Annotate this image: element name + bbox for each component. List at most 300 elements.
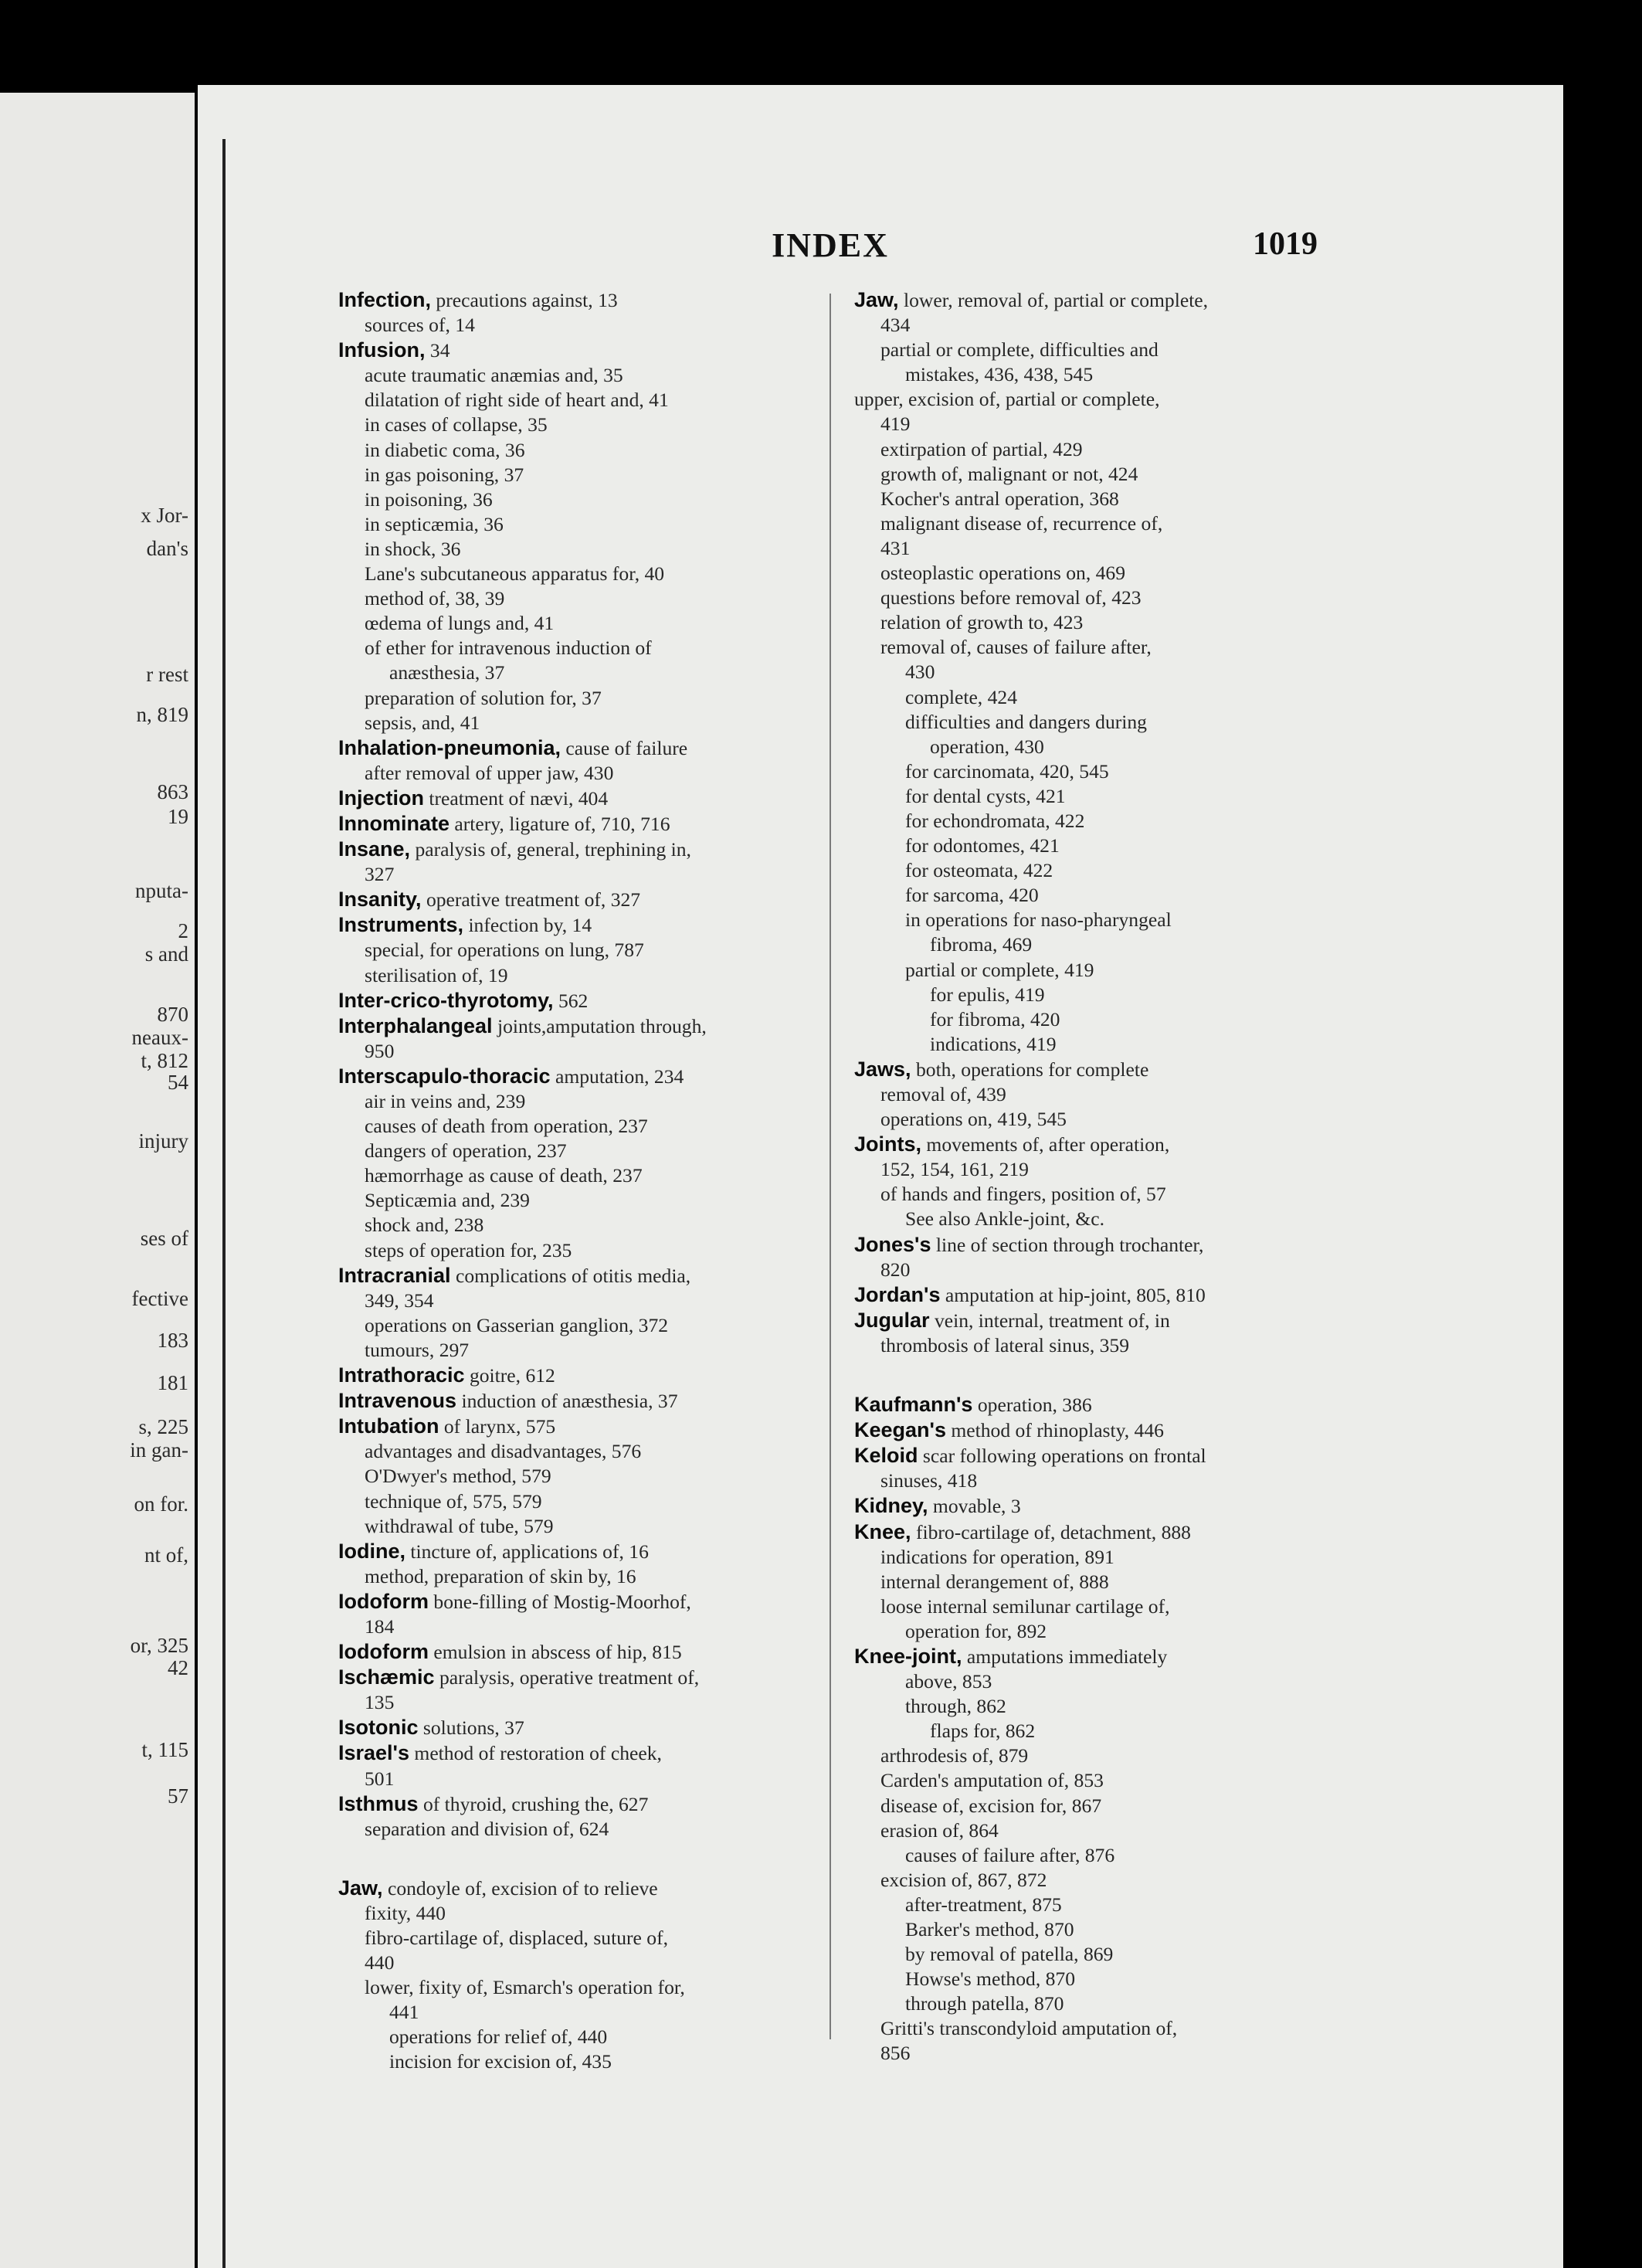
index-subentry <box>338 463 829 487</box>
index-heading-entry <box>338 1414 829 1439</box>
index-column-left <box>338 287 829 2075</box>
index-entry-text: sources of, 14 <box>365 314 475 337</box>
index-entry-text: in diabetic coma, 36 <box>365 438 525 461</box>
index-heading: Instruments, <box>338 913 464 937</box>
facing-page-text-fragment: 57 <box>168 1784 188 1808</box>
index-entry-text: shock and, 238 <box>365 1214 484 1237</box>
index-entry-text: osteoplastic operations on, 469 <box>880 562 1126 585</box>
facing-page-text-fragment: in gan- <box>130 1438 188 1462</box>
index-subentry <box>338 313 829 338</box>
index-heading: Iodine, <box>338 1539 405 1563</box>
index-entry-text: movements of, after operation, <box>926 1133 1170 1156</box>
facing-page-text-fragment: 54 <box>168 1071 188 1094</box>
index-subentry <box>338 413 829 437</box>
index-entry-text: in septicæmia, 36 <box>365 512 504 535</box>
index-entry-text: removal of, 439 <box>880 1083 1006 1105</box>
index-subentry <box>854 1207 1352 1231</box>
index-subentry <box>854 1669 1352 1694</box>
index-subentry <box>854 1868 1352 1893</box>
index-entry-text: growth of, malignant or not, 424 <box>880 462 1138 485</box>
index-subentry <box>338 611 829 636</box>
index-subentry <box>854 338 1352 362</box>
index-subentry <box>338 1139 829 1163</box>
index-heading-entry <box>338 1791 829 1817</box>
index-entry-text: questions before removal of, 423 <box>880 586 1142 609</box>
index-heading: Infection, <box>338 288 431 311</box>
facing-page-text-fragment: t, 812 <box>141 1049 188 1072</box>
index-subentry <box>338 1089 829 1114</box>
index-subentry <box>338 938 829 963</box>
index-subentry <box>854 784 1352 809</box>
index-entry-text: of larynx, 575 <box>443 1415 556 1438</box>
index-entry-text: of thyroid, crushing the, 627 <box>422 1792 649 1815</box>
index-subentry <box>854 536 1352 561</box>
index-entry-text: emulsion in abscess of hip, 815 <box>433 1641 682 1664</box>
facing-page-text-fragment: injury <box>138 1129 188 1153</box>
index-entry-text: treatment of nævi, 404 <box>429 786 609 810</box>
index-entry-text: in poisoning, 36 <box>365 487 493 511</box>
column-divider <box>829 294 831 2039</box>
index-subentry <box>338 1188 829 1213</box>
index-subentry <box>854 1743 1352 1768</box>
index-subentry <box>338 1338 829 1363</box>
index-heading-entry <box>338 1013 829 1039</box>
index-entry-text: cause of failure <box>565 736 688 759</box>
index-heading: Keloid <box>854 1444 918 1468</box>
index-subentry <box>338 1614 829 1639</box>
index-subentry <box>854 1619 1352 1644</box>
index-entry-text: 950 <box>365 1039 395 1062</box>
index-subentry <box>854 932 1352 957</box>
index-heading-entry <box>338 912 829 938</box>
index-entry-text: movable, 3 <box>932 1495 1021 1518</box>
index-subentry <box>854 908 1352 932</box>
index-heading-entry <box>338 988 829 1013</box>
facing-page-text-fragment: 42 <box>168 1656 188 1679</box>
index-entry-text: fixity, 440 <box>365 1901 446 1924</box>
index-heading: Jaw, <box>854 288 899 311</box>
index-entry-text: arthrodesis of, 879 <box>880 1744 1029 1767</box>
index-heading: Iodoform <box>338 1589 429 1613</box>
index-subentry <box>854 1258 1352 1282</box>
index-subentry <box>854 1694 1352 1719</box>
index-subentry <box>854 561 1352 586</box>
index-subentry <box>338 537 829 562</box>
index-subentry <box>854 2041 1352 2066</box>
index-entry-text: 34 <box>429 339 450 362</box>
index-entry-text: through, 862 <box>905 1695 1006 1718</box>
index-subentry <box>854 1818 1352 1843</box>
index-entry-text: in gas poisoning, 37 <box>365 463 524 486</box>
index-entry-text: through patella, 870 <box>905 1992 1064 2015</box>
index-entry-text: anæsthesia, 37 <box>389 661 505 684</box>
index-heading-entry <box>338 837 829 862</box>
index-column-right <box>854 287 1352 2066</box>
index-heading-entry <box>854 1282 1352 1308</box>
index-entry-text: sepsis, and, 41 <box>365 711 480 734</box>
index-heading-entry <box>338 811 829 837</box>
index-entry-text: infection by, 14 <box>468 914 592 937</box>
index-entry-text: solutions, 37 <box>422 1716 524 1740</box>
index-subentry <box>854 1545 1352 1570</box>
index-heading-entry <box>854 1493 1352 1519</box>
index-entry-text: Gritti's transcondyloid amputation of, <box>880 2017 1178 2040</box>
index-subentry <box>338 2049 829 2074</box>
index-entry-text: 440 <box>365 1951 395 1974</box>
index-subentry <box>338 636 829 660</box>
index-subentry <box>338 1817 829 1842</box>
index-entry-text: operation, 430 <box>930 735 1044 758</box>
index-entry-text: artery, ligature of, 710, 716 <box>454 812 670 835</box>
index-heading: Iodoform <box>338 1640 429 1664</box>
index-entry-text: 431 <box>880 536 911 559</box>
facing-page-text-fragment: 181 <box>157 1371 188 1394</box>
index-subentry <box>854 313 1352 338</box>
index-subentry <box>854 1107 1352 1132</box>
index-entry-text: operation for, 892 <box>905 1619 1047 1642</box>
index-entry-text: tincture of, applications of, 16 <box>410 1540 649 1563</box>
index-subentry <box>338 1114 829 1139</box>
index-entry-text: Kocher's antral operation, 368 <box>880 487 1119 510</box>
index-entry-text: after removal of upper jaw, 430 <box>365 761 614 784</box>
index-entry-text: O'Dwyer's method, 579 <box>365 1465 551 1488</box>
index-heading-entry <box>338 735 829 761</box>
index-subentry <box>854 1893 1352 1917</box>
facing-page-text-fragment: neaux- <box>131 1026 188 1049</box>
index-entry-text: amputations immediately <box>966 1645 1168 1668</box>
facing-page-text-fragment: s, 225 <box>138 1415 188 1438</box>
index-entry-text: fibro-cartilage of, detachment, 888 <box>915 1520 1191 1543</box>
index-heading-entry <box>854 1057 1352 1082</box>
index-entry-text: tumours, 297 <box>365 1338 470 1361</box>
index-heading: Intracranial <box>338 1263 451 1287</box>
index-entry-text: for echondromata, 422 <box>905 809 1085 832</box>
page-header-title: INDEX <box>772 226 889 264</box>
index-entry-text: partial or complete, 419 <box>905 958 1094 981</box>
index-subentry <box>338 2025 829 2049</box>
index-entry-text: of hands and fingers, position of, 57 <box>880 1183 1166 1206</box>
index-entry-text: 135 <box>365 1691 395 1714</box>
index-entry-text: malignant disease of, recurrence of, <box>880 511 1163 535</box>
index-subentry <box>854 858 1352 883</box>
index-heading-entry <box>854 1232 1352 1258</box>
index-subentry <box>854 759 1352 784</box>
index-subentry <box>338 1901 829 1926</box>
index-subentry <box>854 1007 1352 1032</box>
index-subentry <box>854 1917 1352 1942</box>
index-subentry <box>854 1967 1352 1991</box>
index-subentry <box>854 710 1352 735</box>
index-subentry <box>338 1767 829 1791</box>
index-heading-entry <box>338 1715 829 1740</box>
index-entry-text: method, preparation of skin by, 16 <box>365 1564 636 1587</box>
index-heading: Jordan's <box>854 1282 941 1306</box>
index-heading-entry <box>338 1639 829 1665</box>
index-subentry <box>854 610 1352 635</box>
facing-page-text-fragment: r rest <box>146 663 188 686</box>
facing-page-text-fragment: 19 <box>168 805 188 828</box>
index-heading: Isotonic <box>338 1716 419 1740</box>
index-subentry <box>854 1794 1352 1818</box>
index-entry-text: causes of death from operation, 237 <box>365 1115 648 1138</box>
facing-page-text-fragment: nputa- <box>135 879 188 902</box>
index-entry-text: loose internal semilunar cartilage of, <box>880 1594 1170 1618</box>
index-entry-text: in cases of collapse, 35 <box>365 413 548 436</box>
facing-page-text-fragment: ses of <box>140 1227 188 1250</box>
facing-page-text-fragment: x Jor- <box>141 504 188 527</box>
index-entry-text: disease of, excision for, 867 <box>880 1794 1102 1817</box>
index-heading: Ischæmic <box>338 1665 435 1689</box>
index-heading: Inhalation-pneumonia, <box>338 735 561 759</box>
index-subentry <box>338 1163 829 1188</box>
index-entry-text: 430 <box>905 660 935 684</box>
index-entry-text: sinuses, 418 <box>880 1469 978 1492</box>
index-subentry <box>338 1238 829 1263</box>
index-heading: Kaufmann's <box>854 1393 973 1417</box>
index-heading: Intrathoracic <box>338 1363 465 1387</box>
index-subentry <box>854 1570 1352 1594</box>
index-entry-text: of ether for intravenous induction of <box>365 637 652 660</box>
index-subentry <box>338 1213 829 1238</box>
index-heading: Injection <box>338 786 425 810</box>
index-subentry <box>338 363 829 388</box>
index-heading-entry <box>338 1589 829 1614</box>
index-subentry <box>338 1288 829 1313</box>
index-heading-entry <box>854 1644 1352 1669</box>
index-subentry <box>338 1975 829 2000</box>
index-heading: Intubation <box>338 1414 439 1438</box>
index-subentry <box>854 635 1352 660</box>
index-subentry <box>854 1082 1352 1107</box>
index-subentry <box>854 1843 1352 1868</box>
index-entry-text: separation and division of, 624 <box>365 1817 609 1840</box>
index-entry-text: 501 <box>365 1767 395 1790</box>
index-heading: Knee-joint, <box>854 1644 962 1668</box>
index-entry-text: operations on, 419, 545 <box>880 1108 1067 1131</box>
index-entry-text: for carcinomata, 420, 545 <box>905 759 1109 783</box>
index-entry-text: Howse's method, 870 <box>905 1968 1076 1991</box>
index-heading-entry <box>338 1388 829 1414</box>
index-heading: Innominate <box>338 811 450 835</box>
index-entry-text: operation, 386 <box>977 1394 1092 1417</box>
facing-page-text-fragment: n, 819 <box>136 703 188 726</box>
facing-page-text-fragment: 863 <box>157 780 188 803</box>
index-heading-entry <box>338 1740 829 1766</box>
index-entry-text: complications of otitis media, <box>455 1264 691 1287</box>
facing-page-text-fragment: t, 115 <box>141 1738 188 1761</box>
facing-page-text-fragment: nt of, <box>144 1543 188 1567</box>
index-subentry <box>338 1489 829 1514</box>
index-subentry <box>854 487 1352 511</box>
facing-page-text-fragment: or, 325 <box>130 1634 188 1657</box>
facing-page-text-fragment: 870 <box>157 1003 188 1026</box>
index-heading: Isthmus <box>338 1791 419 1815</box>
index-subentry <box>338 1926 829 1951</box>
index-heading: Insane, <box>338 837 411 861</box>
index-subentry <box>854 1468 1352 1493</box>
index-subentry <box>338 1464 829 1489</box>
index-entry-text: by removal of patella, 869 <box>905 1943 1114 1966</box>
index-entry-text: indications, 419 <box>930 1032 1057 1055</box>
index-entry-text: operations on Gasserian ganglion, 372 <box>365 1313 669 1336</box>
index-subentry <box>338 562 829 586</box>
index-entry-text: 820 <box>880 1258 911 1281</box>
index-entry-text: See also Ankle-joint, &c. <box>905 1207 1105 1231</box>
index-subentry <box>854 958 1352 983</box>
index-entry-text: removal of, causes of failure after, <box>880 636 1152 659</box>
facing-page-text-fragment: on for. <box>134 1492 188 1516</box>
index-subentry <box>854 1942 1352 1967</box>
index-entry-text: 856 <box>880 2042 911 2065</box>
index-entry-text: for sarcoma, 420 <box>905 884 1039 907</box>
index-entry-text: preparation of solution for, 37 <box>365 686 602 709</box>
index-subentry <box>338 660 829 685</box>
index-subentry <box>854 983 1352 1007</box>
index-subentry <box>854 2016 1352 2041</box>
index-heading: Jones's <box>854 1232 931 1256</box>
index-entry-text: internal derangement of, 888 <box>880 1570 1109 1593</box>
index-subentry <box>338 1514 829 1539</box>
index-subentry <box>338 1564 829 1589</box>
index-entry-text: excision of, 867, 872 <box>880 1868 1047 1891</box>
index-entry-text: relation of growth to, 423 <box>880 611 1084 634</box>
index-subentry <box>854 809 1352 834</box>
index-heading: Jugular <box>854 1308 930 1332</box>
index-entry-text: upper, excision of, partial or complete, <box>854 388 1160 411</box>
index-entry-text: for epulis, 419 <box>930 983 1045 1006</box>
section-gap <box>338 1842 829 1876</box>
index-heading: Jaw, <box>338 1876 383 1900</box>
index-entry-text: 441 <box>389 2001 419 2024</box>
index-subentry <box>854 1768 1352 1793</box>
index-subentry <box>854 1182 1352 1207</box>
index-heading-entry <box>338 287 829 313</box>
index-entry-text: 434 <box>880 314 911 337</box>
index-entry-text: extirpation of partial, 429 <box>880 437 1083 460</box>
index-entry-text: condoyle of, excision of to relieve <box>387 1876 658 1900</box>
index-subentry <box>854 462 1352 487</box>
index-entry-text: steps of operation for, 235 <box>365 1238 572 1261</box>
index-entry-text: dangers of operation, 237 <box>365 1139 567 1163</box>
index-entry-text: amputation at hip-joint, 805, 810 <box>945 1283 1206 1306</box>
index-subentry <box>854 1157 1352 1182</box>
index-entry-text: induction of anæsthesia, 37 <box>461 1390 678 1413</box>
index-subentry <box>338 2000 829 2025</box>
index-entry-text: Carden's amputation of, 853 <box>880 1769 1104 1792</box>
index-subentry <box>854 1594 1352 1619</box>
index-heading: Jaws, <box>854 1057 911 1081</box>
index-entry-text: after-treatment, 875 <box>905 1893 1062 1916</box>
index-entry-text: complete, 424 <box>905 685 1017 708</box>
index-heading-entry <box>854 1443 1352 1468</box>
index-heading: Interscapulo-thoracic <box>338 1064 551 1088</box>
index-subentry <box>338 686 829 711</box>
index-subentry <box>338 1951 829 1975</box>
index-entry-text: above, 853 <box>905 1670 992 1693</box>
index-entry-text: method of, 38, 39 <box>365 587 505 610</box>
index-subentry <box>338 711 829 735</box>
index-subentry <box>338 1039 829 1064</box>
index-subentry <box>854 883 1352 908</box>
index-entry-text: for dental cysts, 421 <box>905 784 1066 807</box>
index-subentry <box>854 1991 1352 2016</box>
facing-page-text-fragment: s and <box>144 942 188 966</box>
index-entry-text: precautions against, 13 <box>436 289 618 311</box>
index-entry-text: special, for operations on lung, 787 <box>365 939 644 962</box>
index-heading: Insanity, <box>338 888 422 912</box>
index-entry-text: partial or complete, difficulties and <box>880 338 1159 362</box>
index-entry-text: Septicæmia and, 239 <box>365 1189 530 1212</box>
index-entry-text: for fibroma, 420 <box>930 1007 1060 1030</box>
index-subentry <box>338 862 829 887</box>
index-heading-entry <box>854 1132 1352 1157</box>
index-entry-text: fibroma, 469 <box>930 933 1033 956</box>
index-heading-entry <box>338 887 829 912</box>
index-heading-entry <box>338 786 829 811</box>
index-heading-entry <box>854 1418 1352 1443</box>
index-entry-text: indications for operation, 891 <box>880 1545 1114 1568</box>
index-entry-text: goitre, 612 <box>469 1364 555 1387</box>
page-gutter-edge <box>222 139 226 2268</box>
facing-page-fragment <box>0 93 195 2268</box>
index-subentry <box>854 1032 1352 1057</box>
index-heading: Joints, <box>854 1132 922 1156</box>
index-subentry <box>854 437 1352 462</box>
index-entry-text: method of rhinoplasty, 446 <box>951 1419 1164 1442</box>
index-entry-text: causes of failure after, 876 <box>905 1843 1115 1866</box>
index-entry-text: joints,amputation through, <box>497 1014 707 1037</box>
index-subentry <box>338 586 829 611</box>
index-subentry <box>338 761 829 786</box>
index-entry-text: 152, 154, 161, 219 <box>880 1158 1029 1181</box>
index-entry-text: technique of, 575, 579 <box>365 1489 542 1513</box>
facing-page-text-fragment: 183 <box>157 1329 188 1352</box>
index-subentry <box>854 511 1352 536</box>
index-subentry <box>338 487 829 512</box>
index-heading-entry <box>338 1263 829 1288</box>
index-entry-text: for odontomes, 421 <box>905 834 1060 857</box>
index-heading: Keegan's <box>854 1418 946 1442</box>
index-entry-text: Barker's method, 870 <box>905 1918 1074 1940</box>
index-subentry <box>854 1333 1352 1358</box>
index-entry-text: operations for relief of, 440 <box>389 2025 608 2049</box>
index-entry-text: 327 <box>365 863 395 886</box>
index-entry-text: in operations for naso-pharyngeal <box>905 908 1172 932</box>
index-heading-entry <box>338 1363 829 1388</box>
index-heading: Israel's <box>338 1741 409 1765</box>
index-subentry <box>854 834 1352 858</box>
index-subentry <box>338 963 829 988</box>
index-heading: Knee, <box>854 1519 911 1543</box>
facing-page-text-fragment: fective <box>131 1287 188 1310</box>
index-entry-text: dilatation of right side of heart and, 41 <box>365 389 669 412</box>
index-entry-text: for osteomata, 422 <box>905 859 1053 882</box>
index-subentry <box>338 388 829 413</box>
index-entry-text: erasion of, 864 <box>880 1818 999 1842</box>
index-entry-text: 184 <box>365 1614 395 1638</box>
index-entry-text: sterilisation of, 19 <box>365 963 508 986</box>
page-number: 1019 <box>1253 226 1318 262</box>
index-subentry <box>338 1690 829 1715</box>
index-entry-text: line of section through trochanter, <box>935 1233 1204 1256</box>
index-entry-text: 349, 354 <box>365 1288 434 1312</box>
index-entry-text: method of restoration of cheek, <box>414 1742 662 1765</box>
index-subentry <box>854 1719 1352 1743</box>
index-entry-text: flaps for, 862 <box>930 1720 1036 1743</box>
index-entry-text: paralysis, operative treatment of, <box>439 1666 700 1689</box>
index-entry-text: lower, fixity of, Esmarch's operation for, <box>365 1976 685 1999</box>
index-heading-entry <box>854 1308 1352 1333</box>
